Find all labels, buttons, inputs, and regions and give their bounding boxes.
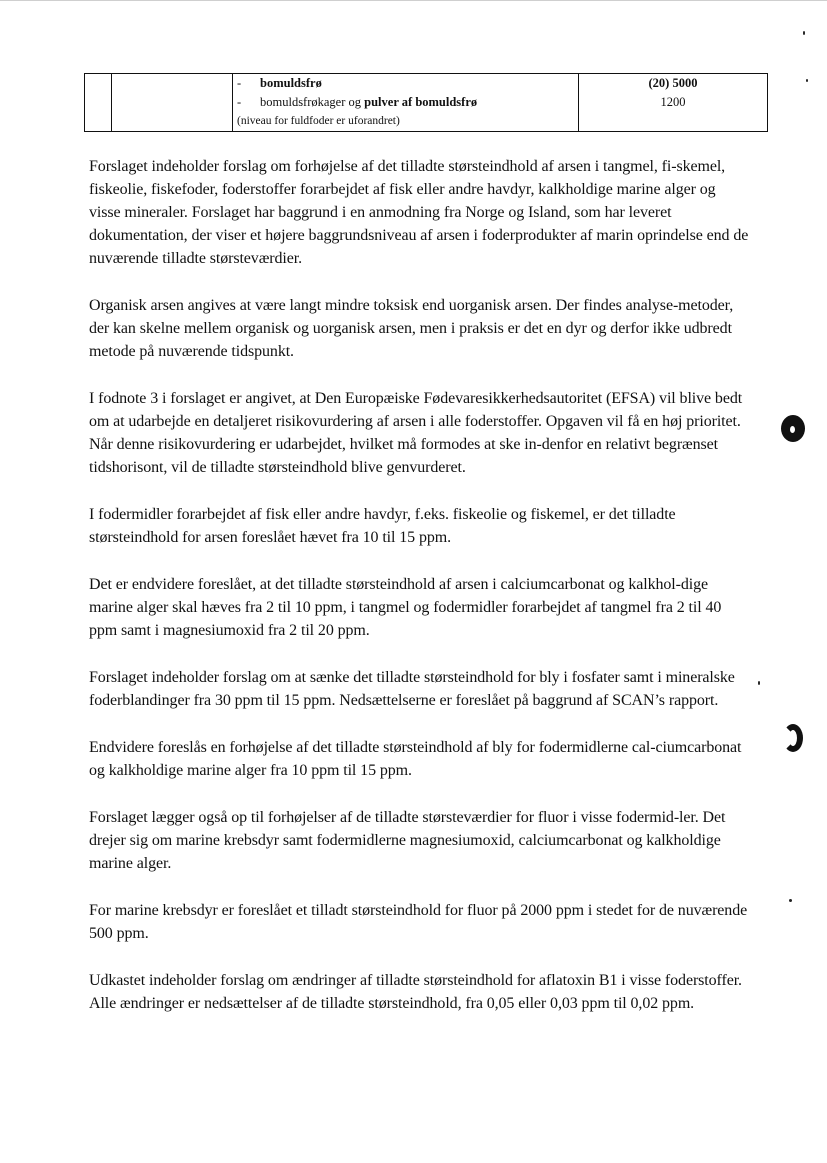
product-line bbox=[233, 93, 578, 112]
paragraph: Forslaget indeholder forslag om at sænke det tilladte størsteindhold for bly i fosfater samt i mineralske foderblandinger fra 30 ppm til 15 ppm. Nedsættelserne er foreslået på baggrund af SCAN’s rapport. bbox=[89, 669, 735, 709]
table-cell-blank bbox=[85, 74, 112, 132]
feed-limits-table bbox=[84, 73, 768, 132]
paragraph: Endvidere foreslås en forhøjelse af det tilladte størsteindhold af bly for fodermidlerne cal-ciumcarbonat og kalkholdige marine alger fra 10 ppm til 15 ppm. bbox=[89, 739, 742, 779]
table-cell-blank bbox=[112, 74, 233, 132]
limit-value: (20) 5000 bbox=[648, 76, 698, 90]
paragraph: Organisk arsen angives at være langt mindre toksisk end uorganisk arsen. Der findes analyse-metoder, der kan skelne mellem organisk og uorganisk arsen, men i praksis er det en dyr og derfor ikke udbredt metode på nuværende tidspunkt. bbox=[89, 297, 734, 360]
document-body bbox=[89, 155, 749, 1039]
limit-value: 1200 bbox=[660, 95, 686, 109]
paragraph: Forslaget indeholder forslag om forhøjelse af det tilladte størsteindhold af arsen i tangmel, fi-skemel, fiskeolie, fiskefoder, foderstoffer forarbejdet af fisk eller andre havdyr, kalkholdige marine alger og visse mineraler. Forslaget har baggrund i en anmodning fra Norge og Island, som har leveret dokumentation, der viser et højere baggrundsniveau af arsen i foderprodukter af marin oprindelse end de nuværende tilladte størsteværdier. bbox=[89, 158, 749, 267]
scan-speck bbox=[789, 899, 792, 902]
product-line bbox=[233, 74, 578, 93]
table-cell-value bbox=[579, 74, 768, 132]
scan-top-edge bbox=[0, 0, 827, 1]
paragraph: Forslaget lægger også op til forhøjelser af de tilladte størsteværdier for fluor i visse fodermid-ler. Det drejer sig om marine krebsdyr samt fodermidlerne magnesiumoxid, calciumcarbonat og kalkholdige marine alger. bbox=[89, 809, 726, 872]
table-cell-product bbox=[233, 74, 579, 132]
list-dash: - bbox=[237, 95, 242, 109]
product-name: bomuldsfrø bbox=[260, 76, 322, 90]
table-row bbox=[85, 74, 768, 132]
product-name-bold: pulver af bomuldsfrø bbox=[364, 95, 478, 109]
paragraph: Udkastet indeholder forslag om ændringer af tilladte størsteindhold for aflatoxin B1 i visse foderstoffer. Alle ændringer er nedsættelser af de tilladte størsteindhold, fra 0,05 eller 0,03 ppm til 0,02 ppm. bbox=[89, 972, 742, 1012]
scan-speck bbox=[803, 31, 805, 35]
paragraph: For marine krebsdyr er foreslået et tilladt størsteindhold for fluor på 2000 ppm i stedet for de nuværende 500 ppm. bbox=[89, 902, 748, 942]
punch-hole-mark bbox=[781, 415, 805, 442]
paragraph: Det er endvidere foreslået, at det tilladte størsteindhold af arsen i calciumcarbonat og kalkhol-dige marine alger skal hæves fra 2 til 10 ppm, i tangmel og fodermidler forarbejdet af tangmel fra 2 til 40 ppm samt i magnesiumoxid fra 2 til 20 ppm. bbox=[89, 576, 722, 639]
scan-speck bbox=[758, 681, 760, 685]
table-note: (niveau for fuldfoder er uforandret) bbox=[237, 115, 400, 127]
paragraph: I fodnote 3 i forslaget er angivet, at Den Europæiske Fødevaresikkerhedsautoritet (EFSA) vil blive bedt om at udarbejde en detaljeret risikovurdering af arsen i alle foderstoffer. Opgaven vil få en høj prioritet. Når denne risikovurdering er udarbejdet, hvilket må formodes at ske in-denfor en relativt begrænset tidshorisont, vil de tilladte størsteindhold blive genvurderet. bbox=[89, 390, 743, 476]
product-name: bomuldsfrøkager og bbox=[260, 95, 365, 109]
paragraph: I fodermidler forarbejdet af fisk eller andre havdyr, f.eks. fiskeolie og fiskemel, er det tilladte størsteindhold for arsen foreslået hævet fra 10 til 15 ppm. bbox=[89, 506, 676, 546]
punch-hole-mark bbox=[783, 724, 803, 752]
scan-speck bbox=[806, 79, 808, 82]
list-dash: - bbox=[237, 76, 242, 90]
